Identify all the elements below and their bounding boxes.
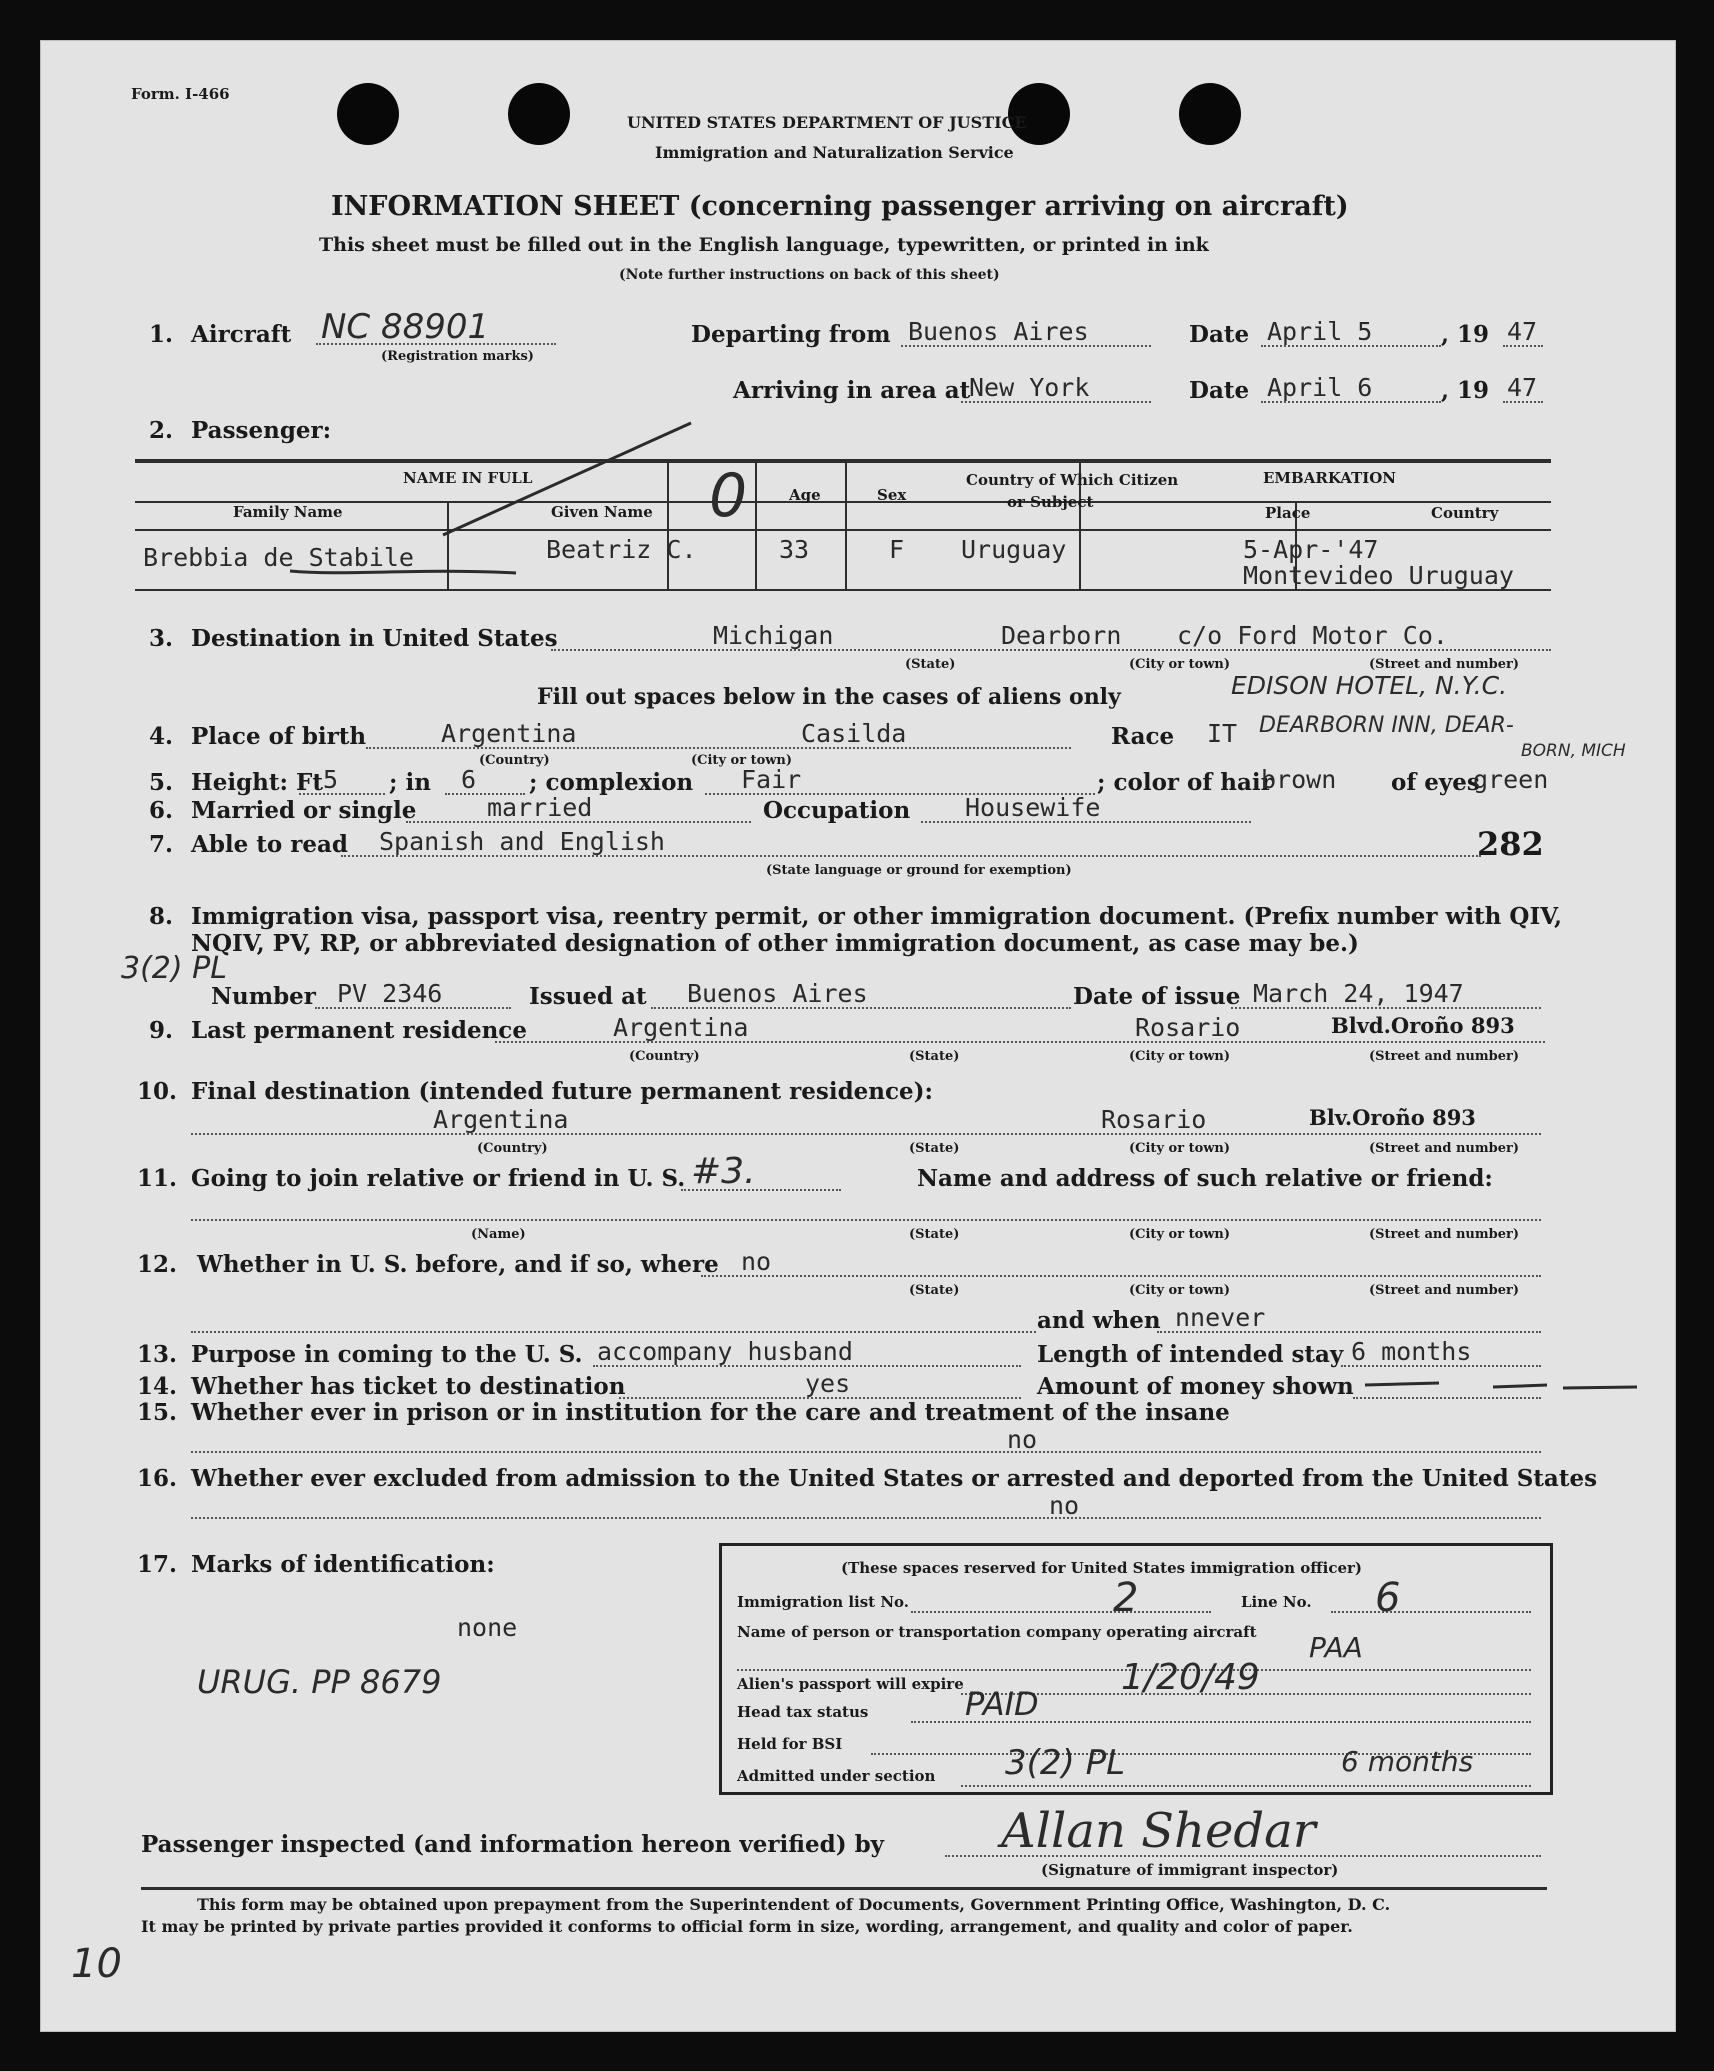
- table-annotation: 0: [709, 461, 748, 531]
- q3-number: 3.: [149, 625, 174, 652]
- q8-number: 8.: [149, 903, 174, 930]
- birth-label: Place of birth: [191, 723, 367, 750]
- header-given-name: Given Name: [551, 503, 653, 521]
- bsi-label: Held for BSI: [737, 1735, 843, 1753]
- underline-stroke: [286, 563, 526, 579]
- departing-value: Buenos Aires: [908, 317, 1089, 346]
- aircraft-label: Aircraft: [191, 321, 292, 348]
- before-line: [701, 1275, 1541, 1277]
- line-number-line: [1331, 1611, 1531, 1613]
- q4-number: 4.: [149, 723, 174, 750]
- section-label: Admitted under section: [737, 1767, 936, 1785]
- header-country: Country: [1431, 504, 1499, 522]
- last-residence-street: Blvd.Oroño 893: [1331, 1013, 1515, 1038]
- birth-country: Argentina: [441, 719, 577, 748]
- inspector-signature: Allan Shedar: [1001, 1803, 1316, 1859]
- when-value: nnever: [1175, 1303, 1266, 1332]
- purpose-value: accompany husband: [597, 1337, 853, 1366]
- form-page: [40, 40, 1676, 2032]
- marks-handwritten: URUG. PP 8679: [197, 1663, 442, 1701]
- q12-number: 12.: [137, 1251, 178, 1278]
- visa-date: March 24, 1947: [1253, 979, 1464, 1008]
- sex-value: F: [889, 535, 905, 564]
- page-mark: 10: [71, 1941, 122, 1987]
- punch-hole: [337, 83, 399, 145]
- immigration-list-label: Immigration list No.: [737, 1593, 909, 1611]
- join-label: Going to join relative or friend in U. S.: [191, 1165, 686, 1192]
- department: UNITED STATES DEPARTMENT OF JUSTICE: [627, 113, 1027, 132]
- visa-number: PV 2346: [337, 979, 443, 1008]
- immigration-list-value: 2: [1113, 1575, 1139, 1621]
- header-country-line1: Country of Which Citizen: [966, 471, 1179, 489]
- visa-handwritten: 3(2) PL: [121, 951, 227, 986]
- final-destination-street: Blv.Oroño 893: [1309, 1105, 1476, 1130]
- visa-line1: Immigration visa, passport visa, reentry permit, or other immigration document. (Prefix number with QIV,: [191, 903, 1563, 930]
- join-name-caption: (Name): [471, 1227, 526, 1242]
- section-line: [961, 1785, 1531, 1787]
- arriving-date-label: Date: [1189, 377, 1250, 404]
- excluded-line: [191, 1517, 1541, 1519]
- aliens-only-heading: Fill out spaces below in the cases of aliens only: [537, 684, 1121, 710]
- arriving-year-prefix: , 19: [1441, 377, 1490, 404]
- header-age: Age: [789, 486, 821, 504]
- final-destination-city: Rosario: [1101, 1105, 1207, 1134]
- destination-state-caption: (State): [905, 657, 956, 672]
- arriving-date: April 6: [1267, 373, 1373, 402]
- last-residence-label: Last permanent residence: [191, 1017, 527, 1044]
- departing-date-label: Date: [1189, 321, 1250, 348]
- race-value: IT: [1207, 719, 1238, 748]
- q10-number: 10.: [137, 1078, 178, 1105]
- ticket-value: yes: [805, 1369, 851, 1398]
- visa-issued-label: Issued at: [529, 983, 647, 1010]
- complexion-value: Fair: [741, 765, 802, 794]
- service: Immigration and Naturalization Service: [655, 143, 1014, 162]
- header-country-line2: or Subject: [1007, 493, 1094, 511]
- arriving-line: [961, 401, 1151, 403]
- stamp-282: 282: [1477, 825, 1544, 863]
- arriving-year: 47: [1507, 373, 1538, 402]
- last-residence-city: Rosario: [1135, 1013, 1241, 1042]
- punch-hole: [1179, 83, 1241, 145]
- purpose-label: Purpose in coming to the U. S.: [191, 1341, 583, 1368]
- read-label: Able to read: [191, 831, 349, 858]
- footer-rule: [141, 1887, 1547, 1890]
- final-destination-line: [191, 1133, 1541, 1135]
- height-label: Height: Ft: [191, 769, 323, 796]
- registration-caption: (Registration marks): [381, 349, 534, 364]
- prison-line: [191, 1451, 1541, 1453]
- embark-line2-value: Montevideo Uruguay: [1243, 561, 1514, 590]
- last-residence-state-caption: (State): [909, 1049, 960, 1064]
- money-dash-marks: [1341, 1371, 1641, 1401]
- header-name-in-full: NAME IN FULL: [403, 469, 533, 487]
- stay-label: Length of intended stay: [1037, 1341, 1344, 1368]
- page-subtitle: This sheet must be filled out in the English language, typewritten, or printed in ink: [319, 234, 1209, 256]
- before-street-caption: (Street and number): [1369, 1283, 1519, 1298]
- last-residence-street-caption: (Street and number): [1369, 1049, 1519, 1064]
- last-residence-city-caption: (City or town): [1129, 1049, 1231, 1064]
- q6-number: 6.: [149, 797, 174, 824]
- destination-city-caption: (City or town): [1129, 657, 1231, 672]
- visa-line2: NQIV, PV, RP, or abbreviated designation of other immigration document, as case may be.): [191, 930, 1359, 957]
- before-value: no: [741, 1247, 772, 1276]
- last-residence-country-caption: (Country): [629, 1049, 700, 1064]
- header-place: Place: [1265, 504, 1311, 522]
- q15-number: 15.: [137, 1399, 178, 1426]
- footer-line2: It may be printed by private parties provided it conforms to official form in size, wording, arrangement, and quality and color of paper.: [141, 1917, 1353, 1936]
- prison-label: Whether ever in prison or in institution for the care and treatment of the insane: [191, 1399, 1230, 1426]
- birth-city: Casilda: [801, 719, 907, 748]
- q13-number: 13.: [137, 1341, 178, 1368]
- signature-caption: (Signature of immigrant inspector): [1041, 1861, 1339, 1879]
- departing-year-prefix: , 19: [1441, 321, 1490, 348]
- visa-date-label: Date of issue: [1073, 983, 1241, 1010]
- visa-issued: Buenos Aires: [687, 979, 868, 1008]
- birth-city-caption: (City or town): [691, 753, 793, 768]
- aircraft-line: [316, 343, 556, 345]
- excluded-label: Whether ever excluded from admission to the United States or arrested and deported from the United States: [191, 1465, 1598, 1492]
- citizen-value: Uruguay: [961, 535, 1067, 564]
- final-destination-city-caption: (City or town): [1129, 1141, 1231, 1156]
- birth-country-caption: (Country): [479, 753, 550, 768]
- height-ft-line: [299, 793, 385, 795]
- head-tax-value: PAID: [965, 1685, 1039, 1723]
- company-value: PAA: [1309, 1631, 1363, 1664]
- visa-number-label: Number: [211, 983, 316, 1010]
- age-value: 33: [779, 535, 810, 564]
- q16-number: 16.: [137, 1465, 178, 1492]
- inspection-label: Passenger inspected (and information hereon verified) by: [141, 1831, 885, 1858]
- height-ft: 5: [323, 765, 339, 794]
- before-city-caption: (City or town): [1129, 1283, 1231, 1298]
- race-handwritten-2: BORN, MICH: [1521, 741, 1626, 761]
- passport-expire-label: Alien's passport will expire: [737, 1675, 964, 1693]
- head-tax-label: Head tax status: [737, 1703, 869, 1721]
- join-value: #3.: [691, 1151, 756, 1192]
- occupation-value: Housewife: [965, 793, 1101, 822]
- departing-date: April 5: [1267, 317, 1373, 346]
- form-number: Form. I-466: [131, 85, 230, 103]
- final-destination-label: Final destination (intended future permanent residence):: [191, 1078, 934, 1105]
- given-name-value: Beatriz C.: [546, 535, 697, 564]
- hair-label: ; color of hair: [1097, 769, 1273, 796]
- marks-label: Marks of identification:: [191, 1551, 495, 1578]
- departing-date-line: [1261, 345, 1441, 347]
- join-short-line: [681, 1189, 841, 1191]
- read-value: Spanish and English: [379, 827, 665, 856]
- line-number-value: 6: [1375, 1575, 1401, 1621]
- money-label: Amount of money shown: [1037, 1373, 1354, 1400]
- page-note: (Note further instructions on back of this sheet): [619, 267, 1000, 283]
- departing-year-line: [1503, 345, 1543, 347]
- passenger-label: Passenger:: [191, 417, 332, 444]
- destination-street-caption: (Street and number): [1369, 657, 1519, 672]
- race-label: Race: [1111, 723, 1175, 750]
- section-extra: 6 months: [1341, 1745, 1474, 1778]
- q14-number: 14.: [137, 1373, 178, 1400]
- line-number-label: Line No.: [1241, 1593, 1312, 1611]
- destination-street: c/o Ford Motor Co.: [1177, 621, 1448, 650]
- final-destination-state-caption: (State): [909, 1141, 960, 1156]
- occupation-label: Occupation: [763, 797, 911, 824]
- complexion-label: ; complexion: [529, 769, 694, 796]
- q7-number: 7.: [149, 831, 174, 858]
- before-label: Whether in U. S. before, and if so, where: [197, 1251, 719, 1278]
- header-embarkation: EMBARKATION: [1263, 469, 1397, 487]
- header-family-name: Family Name: [233, 503, 343, 521]
- arriving-year-line: [1503, 401, 1543, 403]
- arriving-label: Arriving in area at: [733, 377, 971, 404]
- join-name-label: Name and address of such relative or friend:: [917, 1165, 1493, 1192]
- prison-value: no: [1007, 1425, 1038, 1454]
- height-in: 6: [461, 765, 477, 794]
- departing-year: 47: [1507, 317, 1538, 346]
- join-state-caption: (State): [909, 1227, 960, 1242]
- destination-state: Michigan: [713, 621, 834, 650]
- arriving-date-line: [1261, 401, 1441, 403]
- q2-number: 2.: [149, 417, 174, 444]
- q11-number: 11.: [137, 1165, 178, 1192]
- hair-value: brown: [1261, 765, 1337, 794]
- passport-expire-value: 1/20/49: [1121, 1657, 1260, 1698]
- eyes-label: of eyes: [1391, 769, 1480, 796]
- before-state-caption: (State): [909, 1283, 960, 1298]
- arriving-value: New York: [969, 373, 1090, 402]
- join-street-caption: (Street and number): [1369, 1227, 1519, 1242]
- company-label: Name of person or transportation company operating aircraft: [737, 1623, 1257, 1641]
- height-in-label: ; in: [389, 769, 431, 796]
- punch-hole: [508, 83, 570, 145]
- departing-line: [901, 345, 1151, 347]
- final-destination-country-caption: (Country): [477, 1141, 548, 1156]
- join-line: [191, 1219, 1541, 1221]
- q1-number: 1.: [149, 321, 174, 348]
- aircraft-value: NC 88901: [321, 307, 490, 347]
- marks-value: none: [457, 1613, 518, 1642]
- race-handwritten-1: DEARBORN INN, DEAR-: [1259, 713, 1514, 738]
- officer-box-title: (These spaces reserved for United States immigration officer): [841, 1559, 1362, 1577]
- q17-number: 17.: [137, 1551, 178, 1578]
- family-name-value: Brebbia de Stabile: [143, 543, 414, 572]
- q9-number: 9.: [149, 1017, 174, 1044]
- page-title: INFORMATION SHEET (concerning passenger arriving on aircraft): [331, 191, 1349, 222]
- q5-number: 5.: [149, 769, 174, 796]
- destination-city: Dearborn: [1001, 621, 1122, 650]
- married-value: married: [487, 793, 593, 822]
- table-strike-line: [441, 419, 701, 539]
- read-caption: (State language or ground for exemption): [766, 863, 1072, 878]
- join-city-caption: (City or town): [1129, 1227, 1231, 1242]
- excluded-value: no: [1049, 1491, 1080, 1520]
- when-left-line: [191, 1331, 1036, 1333]
- stay-value: 6 months: [1351, 1337, 1472, 1366]
- destination-label: Destination in United States: [191, 625, 558, 652]
- section-value: 3(2) PL: [1005, 1743, 1126, 1783]
- last-residence-country: Argentina: [613, 1013, 749, 1042]
- footer-line1: This form may be obtained upon prepayment from the Superintendent of Documents, Government Printing Office, Washington, D. C.: [197, 1895, 1391, 1914]
- destination-handwritten: EDISON HOTEL, N.Y.C.: [1231, 671, 1508, 700]
- final-destination-street-caption: (Street and number): [1369, 1141, 1519, 1156]
- when-label: and when: [1037, 1307, 1161, 1334]
- immigration-list-line: [911, 1611, 1211, 1613]
- header-sex: Sex: [877, 486, 907, 504]
- ticket-label: Whether has ticket to destination: [191, 1373, 626, 1400]
- embark-line1-value: 5-Apr-'47: [1243, 535, 1379, 564]
- eyes-value: green: [1473, 765, 1549, 794]
- departing-label: Departing from: [691, 321, 891, 348]
- married-label: Married or single: [191, 797, 417, 824]
- final-destination-country: Argentina: [433, 1105, 569, 1134]
